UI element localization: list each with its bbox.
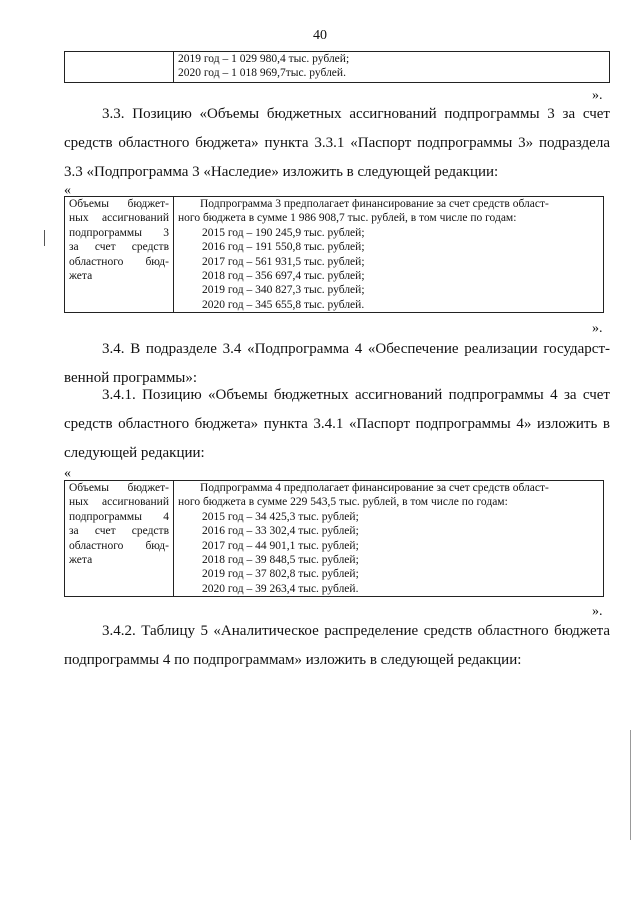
paragraph-3-4-2 — [64, 617, 610, 675]
close-quote: ». — [592, 604, 603, 619]
text-line: следующей редакции: — [64, 445, 205, 461]
year-row: 2019 год – 340 827,3 тыс. рублей; — [202, 284, 365, 297]
year-row: 2016 год – 191 550,8 тыс. рублей; — [202, 241, 365, 254]
open-quote: « — [64, 183, 71, 198]
year-row: 2015 год – 190 245,9 тыс. рублей; — [202, 226, 365, 239]
funding-summary: Подпрограмма 4 предполагает финансирование за счет средств област- — [200, 482, 549, 494]
year-row: 2015 год – 34 425,3 тыс. рублей; — [202, 510, 359, 523]
text-line: 3.3. Позицию «Объемы бюджетных ассигнований подпрограммы 3 за счет — [102, 106, 610, 122]
text-line: 3.4.2. Таблицу 5 «Аналитическое распределение средств областного бюджета — [102, 623, 610, 639]
year-row: 2016 год – 33 302,4 тыс. рублей; — [202, 525, 359, 538]
top-table-row: 2020 год – 1 018 969,7тыс. рублей. — [178, 67, 346, 80]
table-3-value-cell — [174, 197, 604, 313]
label-line: жета — [69, 554, 93, 567]
text-line: средств областного бюджета» пункта 3.4.1 «Паспорт подпрограммы 4» изложить в — [64, 416, 610, 432]
close-quote: ». — [592, 321, 603, 336]
open-quote: « — [64, 466, 71, 481]
year-row: 2019 год – 37 802,8 тыс. рублей; — [202, 568, 359, 581]
text-line: 3.3 «Подпрограмма 3 «Наследие» изложить в следующей редакции: — [64, 164, 499, 180]
paragraph-3-4-1 — [64, 381, 610, 468]
table-4-label-cell — [65, 481, 174, 597]
top-table — [64, 51, 610, 83]
table-subprogram-4 — [64, 480, 604, 597]
funding-summary: ного бюджета в сумме 229 543,5 тыс. рублей, в том числе по годам: — [178, 496, 508, 509]
top-table-row: 2019 год – 1 029 980,4 тыс. рублей; — [178, 53, 350, 65]
text-line: венной программы»: — [64, 370, 198, 386]
year-row: 2018 год – 39 848,5 тыс. рублей; — [202, 554, 359, 567]
label-line: жета — [69, 270, 93, 283]
year-row: 2017 год – 561 931,5 тыс. рублей; — [202, 255, 365, 268]
text-line: 3.4.1. Позицию «Объемы бюджетных ассигнований подпрограммы 4 за счет — [102, 387, 610, 403]
year-row: 2018 год – 356 697,4 тыс. рублей; — [202, 270, 365, 283]
paragraph-3-3 — [64, 100, 610, 187]
label-line: за счет средств — [69, 525, 169, 538]
label-line: ных ассигнований — [69, 496, 169, 509]
funding-summary: ного бюджета в сумме 1 986 908,7 тыс. рублей, в том числе по годам: — [178, 212, 517, 225]
label-line: подпрограммы 3 — [69, 226, 169, 239]
table-4-value-cell — [174, 481, 604, 597]
page-number: 40 — [313, 28, 327, 43]
label-line: областного бюд- — [69, 539, 169, 552]
table-subprogram-3 — [64, 196, 604, 313]
top-table-left-cell — [65, 52, 174, 83]
top-table-right-cell — [174, 52, 610, 83]
year-row: 2017 год – 44 901,1 тыс. рублей; — [202, 539, 359, 552]
label-line: ных ассигнований — [69, 212, 169, 225]
label-line: Объемы бюджет- — [69, 198, 169, 210]
year-row: 2020 год – 345 655,8 тыс. рублей. — [202, 298, 365, 311]
text-line: средств областного бюджета» пункта 3.3.1 «Паспорт подпрограммы 3» подраздела — [64, 135, 610, 151]
label-line: Объемы бюджет- — [69, 482, 169, 494]
funding-summary: Подпрограмма 3 предполагает финансирование за счет средств област- — [200, 198, 549, 210]
text-line: подпрограммы 4 по подпрограммам» изложить в следующей редакции: — [64, 652, 522, 668]
text-line: 3.4. В подразделе 3.4 «Подпрограмма 4 «Обеспечение реализации государст- — [102, 341, 610, 357]
scan-edge-line — [630, 730, 631, 840]
label-line: за счет средств — [69, 241, 169, 254]
table-3-label-cell — [65, 197, 174, 313]
margin-mark — [44, 230, 45, 246]
label-line: подпрограммы 4 — [69, 510, 169, 523]
year-row: 2020 год – 39 263,4 тыс. рублей. — [202, 582, 359, 595]
label-line: областного бюд- — [69, 255, 169, 268]
close-quote: ». — [592, 88, 603, 103]
